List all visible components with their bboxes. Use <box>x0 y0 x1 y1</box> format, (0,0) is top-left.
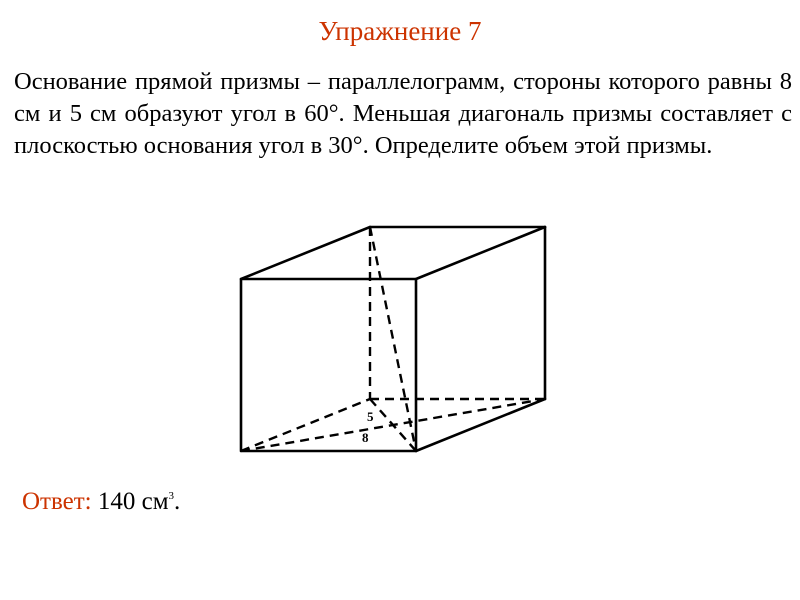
edge-label-8: 8 <box>362 430 369 445</box>
top-right-edge <box>416 227 545 279</box>
answer-label: Ответ: <box>22 488 92 515</box>
hidden-bottom-left-edge <box>241 399 370 451</box>
answer-line <box>22 488 180 516</box>
answer-period: . <box>174 488 181 515</box>
answer-value: 140 см <box>97 488 169 515</box>
edge-label-5: 5 <box>367 409 374 424</box>
right-bottom-edge <box>416 399 545 451</box>
problem-statement: Основание прямой призмы – параллелограмм, стороны которого равны 8 см и 5 см образуют угол в 60°. Меньшая диагональ призмы составляет с плоскостью основания угол в 30°. Определите объем этой призмы. <box>14 68 792 159</box>
base-long-diagonal <box>241 399 545 451</box>
answer-unit-exponent: 3 <box>168 490 175 502</box>
exercise-title: Упражнение 7 <box>318 16 482 46</box>
prism-short-diagonal <box>370 227 416 451</box>
top-back-edge <box>241 227 370 279</box>
